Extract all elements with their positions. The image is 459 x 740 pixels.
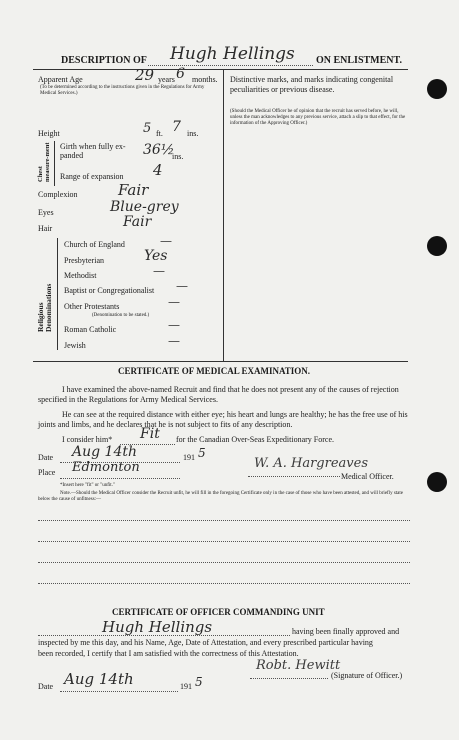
officer-date-label: Date: [38, 682, 54, 691]
religion-roman-catholic-value: —: [168, 318, 180, 332]
range-value: 4: [153, 161, 163, 179]
eyes-value: Blue-grey: [110, 199, 179, 215]
religious-denominations-label: Religious Denominations: [36, 283, 53, 332]
unfitness-line-3: [38, 562, 410, 563]
medical-certificate-title: CERTIFICATE OF MEDICAL EXAMINATION.: [118, 366, 311, 376]
officer-date-value: Aug 14th: [64, 670, 134, 688]
religion-church-of-england: Church of England: [64, 240, 125, 249]
insert-fit-note: *Insert here "fit" or "unfit.": [60, 483, 115, 488]
consider-suffix: for the Canadian Over-Seas Expeditionary Force.: [176, 435, 335, 444]
religion-jewish-value: —: [168, 334, 180, 348]
officer-name-line: [38, 635, 290, 636]
officer-signature-label: (Signature of Officer.): [331, 671, 403, 680]
girth-ins-label: ins.: [172, 152, 184, 161]
religion-presbyterian: Presbyterian: [64, 256, 104, 265]
age-years-value: 29: [135, 66, 155, 84]
medical-officer-label: Medical Officer.: [341, 472, 394, 481]
recruit-name-handwritten: Hugh Hellings: [170, 44, 295, 64]
description-of-label: DESCRIPTION OF: [61, 55, 147, 66]
officer-recruit-name: Hugh Hellings: [102, 618, 213, 636]
name-line: [148, 65, 313, 66]
medical-year-suffix: 5: [198, 446, 206, 460]
officer-line-2: inspected by me this day, and his Name, Age, Date of Attestation, and every prescribed particular having: [38, 638, 373, 647]
unfitness-line-2: [38, 541, 410, 542]
binder-hole-bottom: [427, 472, 447, 492]
medical-date-value: Aug 14th: [72, 444, 137, 460]
complexion-label: Complexion: [38, 190, 78, 199]
chest-bracket: [54, 141, 55, 186]
binder-hole-top: [427, 79, 447, 99]
box-bottom-rule: [33, 361, 408, 362]
medical-year-prefix: 191: [183, 453, 195, 462]
consider-him-label: I consider him*: [62, 435, 113, 444]
box-top-rule: [33, 69, 408, 70]
consider-fit-value: Fit: [140, 426, 160, 442]
height-label: Height: [38, 129, 60, 138]
months-label: months.: [192, 75, 218, 84]
religion-baptist-value: —: [176, 279, 188, 293]
age-note: (To be determined according to the instructions given in the Regulations for Army Medical Services.): [40, 85, 205, 96]
medical-place-label: Place: [38, 468, 56, 477]
religion-bracket: [57, 238, 58, 350]
height-ft-value: 5: [143, 121, 152, 136]
religion-methodist: Methodist: [64, 271, 97, 280]
years-label: years: [158, 75, 175, 84]
officer-certificate-title: CERTIFICATE OF OFFICER COMMANDING UNIT: [112, 607, 325, 617]
religion-other-protestants-value: —: [168, 295, 180, 309]
medical-officer-signature: W. A. Hargreaves: [254, 456, 368, 471]
binder-hole-middle: [427, 236, 447, 256]
officer-year-prefix: 191: [180, 682, 192, 691]
religion-jewish: Jewish: [64, 341, 86, 350]
girth-value: 36½: [143, 142, 175, 158]
officer-line-3: been recorded, I certify that I am satisfied with the correctness of this Attestation.: [38, 649, 299, 658]
religion-other-protestants: Other Protestants: [64, 302, 120, 311]
height-ins-value: 7: [172, 119, 181, 135]
box-divider: [223, 69, 224, 361]
medical-date-label: Date: [38, 453, 54, 462]
distinctive-marks-note: (Should the Medical Officer be of opinion that the recruit has served before, he will, unless the man acknowledges to any previous service, attach a slip to that effect, for the information of the Approving Officer.): [230, 109, 406, 126]
unfitness-line-1: [38, 520, 410, 521]
medical-place-line: [60, 478, 180, 479]
religion-church-of-england-value: —: [160, 234, 172, 248]
religion-roman-catholic: Roman Catholic: [64, 325, 117, 334]
officer-having-been: having been finally approved and: [292, 627, 400, 636]
ins-label: ins.: [187, 129, 199, 138]
age-months-value: 6: [176, 66, 185, 82]
girth-label: Girth when fully ex-panded: [60, 142, 126, 160]
medical-para-1: I have examined the above-named Recruit and find that he does not present any of the causes of rejection specified in the Regulations for Army Medical Services.: [38, 385, 399, 404]
officer-signature-line: [250, 678, 328, 679]
chest-measurement-label: Chest measure-ment: [37, 142, 51, 182]
medical-para-2: He can see at the required distance with either eye; his heart and lungs are healthy; he has the free use of his joints and limbs, and he declares that he is not subject to fits of any description.: [38, 410, 408, 429]
religion-presbyterian-value: Yes: [144, 248, 168, 264]
medical-signature-line: [248, 476, 340, 477]
eyes-label: Eyes: [38, 208, 54, 217]
religion-denomination-note: (Denomination to be stated.): [92, 313, 150, 318]
religion-methodist-value: —: [153, 264, 165, 278]
officer-signature: Robt. Hewitt: [256, 658, 341, 673]
hair-value: Fair: [123, 214, 152, 230]
on-enlistment-label: ON ENLISTMENT.: [316, 55, 402, 66]
hair-label: Hair: [38, 224, 53, 233]
apparent-age-label: Apparent Age: [38, 75, 83, 84]
officer-year-suffix: 5: [195, 675, 203, 689]
distinctive-marks-title: Distinctive marks, and marks indicating congenital peculiarities or previous disease.: [230, 75, 394, 94]
range-label: Range of expansion: [60, 172, 124, 181]
religion-baptist: Baptist or Congregationalist: [64, 286, 155, 295]
ft-label: ft.: [156, 129, 163, 138]
complexion-value: Fair: [118, 181, 149, 199]
officer-date-line: [60, 691, 178, 692]
medical-note: Note.—Should the Medical Officer consider the Recruit unfit, he will fill in the foregoing Certificate only in the case of those who have been attested, and will briefly state below the cause of unfitness:—: [38, 491, 404, 502]
medical-place-value: Edmonton: [72, 460, 140, 475]
unfitness-line-4: [38, 583, 410, 584]
